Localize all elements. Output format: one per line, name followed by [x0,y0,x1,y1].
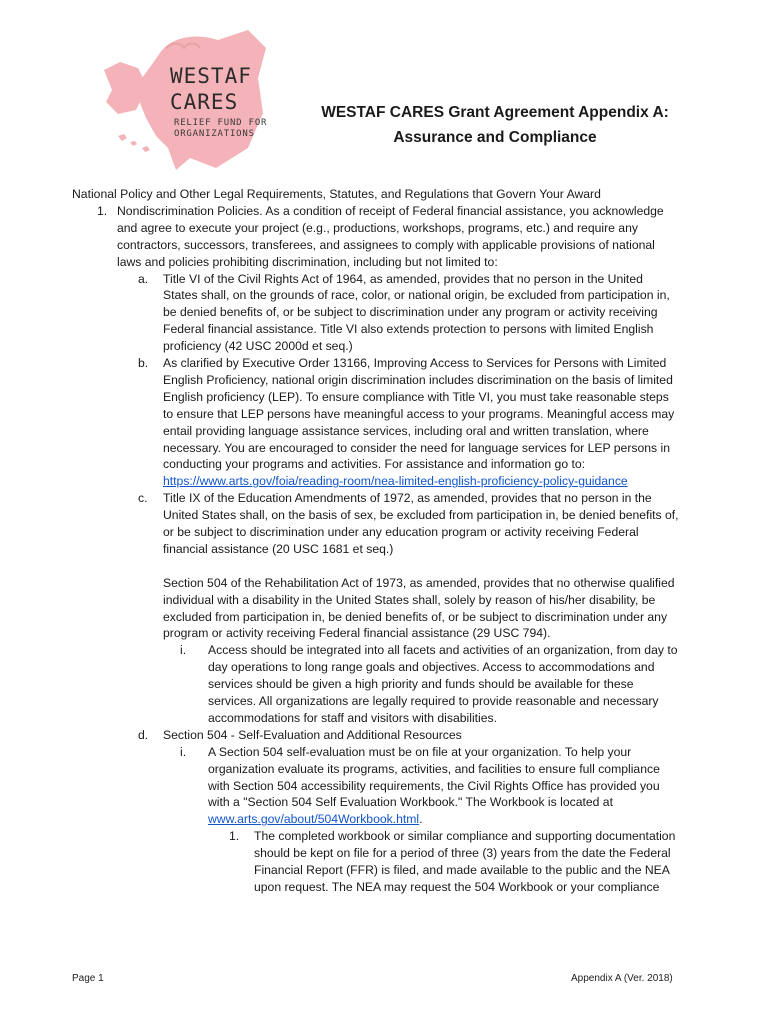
workbook-link-suffix: . [419,812,423,827]
item1-text-line: Nondiscrimination Policies. As a condition of receipt of Federal financial assistance, you acknowledge [117,203,664,218]
section-504-text-line: program or activity receiving Federal financial assistance (29 USC 794). [163,626,551,641]
item-a-text-line: States shall, on the grounds of race, color, or national origin, be excluded from participation in, [163,288,670,303]
logo-tagline-2: ORGANIZATIONS [174,129,255,139]
section-504-sub-i-line: services. All organizations are legally required to provide reasonable and necessary [208,694,659,708]
section-504-text-line: excluded from participation in, be denied benefits of, or be subject to discrimination under any [163,609,668,624]
version-label: Appendix A (Ver. 2018) [571,973,673,984]
section-504-sub-i-line: services should be given a high priority and funds should be available for these [208,677,634,692]
item-b-text-line: to ensure that LEP persons have meaningful access to your programs. Meaningful access may [163,406,675,421]
westaf-cares-logo [98,18,278,178]
item-a-text-line: proficiency (42 USC 2000d et seq.) [163,339,353,354]
item-c-text-line: or be subject to discrimination under any education program or activity receiving Federal [163,525,639,539]
list-marker: a. [138,271,149,286]
list-marker: 1. [229,829,240,844]
section-504-text-line: individual with a disability in the United States shall, solely by reason of his/her disability, be [163,592,656,607]
section-504-sub-i-line: Access should be integrated into all facets and activities of an organization, from day to [208,643,678,658]
list-marker: 1. [97,203,108,218]
document-title [300,100,690,150]
item-c-text-line: United States shall, on the basis of sex, be excluded from participation in, be denied benefits of, [163,508,679,523]
item-d-sub-i-line: organization evaluate its programs, activities, and facilities to ensure full compliance [208,761,660,776]
item-d-sub-1-line: Financial Report (FFR) is filed, and made available to the public and the NEA [254,863,670,877]
item-b-text-line: conducting your programs and activities. For assistance and information go to: [163,457,586,472]
list-marker: i. [180,744,187,759]
section-504-text-line: Section 504 of the Rehabilitation Act of 1973, as amended, provides that no otherwise qualified [163,575,675,590]
item-b-text-line: necessary. You are encouraged to consider the need for language services for LEP persons in [163,440,671,455]
item-b-text-line: English proficiency (LEP). To ensure compliance with Title VI, you must take reasonable steps [163,389,669,404]
lep-guidance-link[interactable]: https://www.arts.gov/foia/reading-room/nea-limited-english-proficiency-policy-guidance [163,474,628,489]
section-heading: National Policy and Other Legal Requirements, Statutes, and Regulations that Govern Your Award [72,187,601,201]
logo-word-westaf: WESTAF [170,64,252,88]
item-c-text-line: financial assistance (20 USC 1681 et seq.) [163,541,394,556]
item-d-sub-1-line: The completed workbook or similar compliance and supporting documentation [254,829,676,844]
list-marker: i. [180,643,187,658]
item-d-sub-i-line: A Section 504 self-evaluation must be on file at your organization. To help your [208,744,632,759]
list-marker: c. [138,491,148,506]
item-d-sub-1-line: upon request. The NEA may request the 504 Workbook or your compliance [254,879,660,894]
logo-word-cares: CARES [170,90,239,114]
document-title-line-1: WESTAF CARES Grant Agreement Appendix A: [321,104,669,121]
lep-guidance-link-line [163,473,628,490]
item-d-sub-i-line: with Section 504 accessibility requirements, the Civil Rights Office has provided you [208,778,660,793]
item-b-text-line: English Proficiency, national origin discrimination includes discrimination on the basis of limited [163,372,673,387]
item-d-heading: Section 504 - Self-Evaluation and Additional Resources [163,727,462,742]
page-number: Page 1 [72,973,104,984]
item-b-text-line: entail providing language assistance services, including oral and written translation, where [163,423,649,438]
item-c-text-line: Title IX of the Education Amendments of 1972, as amended, provides that no person in the [163,491,652,506]
item-a-text-line: Federal financial assistance. Title VI also extends protection to persons with limited English [163,322,654,337]
item1-text-line: and agree to execute your project (e.g., productions, workshops, programs, etc.) and require any [117,220,638,235]
item-d-sub-i-line: with a "Section 504 Self Evaluation Workbook." The Workbook is located at [208,795,613,810]
list-marker: b. [138,356,149,370]
logo-tagline-1: RELIEF FUND FOR [174,118,268,128]
item1-text-line: laws and policies prohibiting discrimination, including but not limited to: [117,254,498,269]
list-marker: d. [138,727,149,742]
item-b-text-line: As clarified by Executive Order 13166, Improving Access to Services for Persons with Limited [163,356,667,370]
section-504-sub-i-line: accommodations for staff and visitors with disabilities. [208,710,498,725]
document-title-line-2: Assurance and Compliance [393,129,597,146]
item-d-sub-1-line: should be kept on file for a period of three (3) years from the date the Federal [254,846,671,861]
item-a-text-line: be denied benefits of, or be subject to discrimination under any program or activity receiving [163,305,658,320]
section-504-sub-i-line: day operations to long range goals and objectives. Access to accommodations and [208,660,655,675]
item1-text-line: contractors, successors, transferees, and assignees to comply with applicable provisions of national [117,237,655,252]
item-a-text-line: Title VI of the Civil Rights Act of 1964, as amended, provides that no person in the United [163,271,643,286]
workbook-link[interactable]: www.arts.gov/about/504Workbook.html [208,812,420,827]
workbook-link-line [208,811,423,828]
